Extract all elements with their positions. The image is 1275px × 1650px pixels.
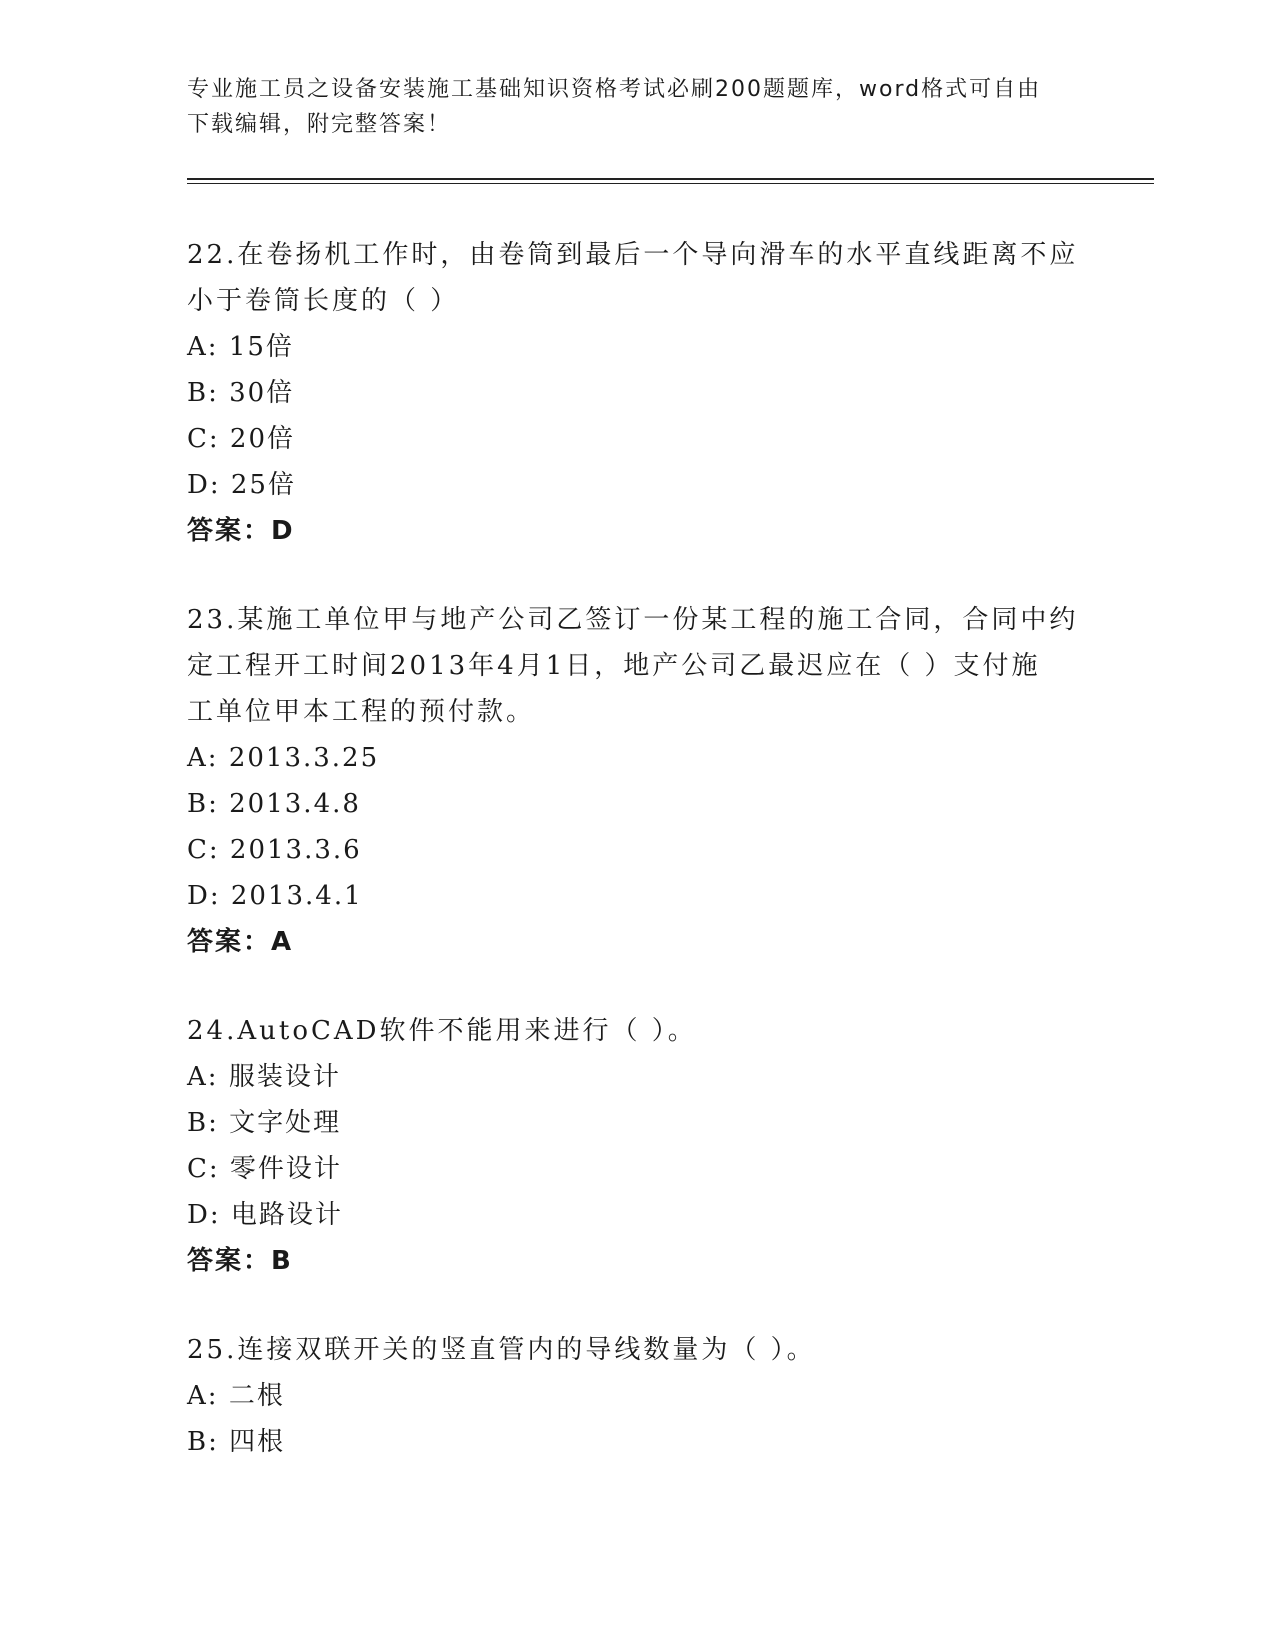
question-23 (187, 597, 1087, 965)
question-list (187, 232, 1087, 1508)
option-letter: A: (187, 332, 219, 362)
option-d (187, 1192, 1087, 1238)
option-letter: C: (187, 424, 220, 454)
document-header (187, 72, 1087, 142)
option-text: 电路设计 (230, 1200, 343, 1230)
option-text: 25倍 (230, 470, 296, 500)
option-letter: B: (187, 378, 219, 408)
header-title-line-1: 专业施工员之设备安装施工基础知识资格考试必刷200题题库，word格式可自由 (187, 77, 1042, 102)
option-text: 四根 (229, 1427, 286, 1457)
option-letter: C: (187, 835, 220, 865)
option-letter: D: (187, 881, 221, 911)
question-stem-line: 22.在卷扬机工作时，由卷筒到最后一个导向滑车的水平直线距离不应 (187, 240, 1079, 270)
answer-line: 答案：A (187, 927, 294, 957)
option-text: 2013.3.25 (228, 743, 380, 773)
option-letter: A: (187, 1381, 219, 1411)
option-a (187, 1054, 1087, 1100)
header-title-line-2: 下载编辑，附完整答案！ (187, 112, 452, 137)
option-text: 15倍 (228, 332, 294, 362)
question-24 (187, 1008, 1087, 1284)
option-text: 20倍 (229, 424, 296, 454)
header-divider-thin (187, 183, 1154, 184)
question-stem-line: 定工程开工时间2013年4月1日，地产公司乙最迟应在（ ）支付施 (187, 651, 1041, 681)
option-b (187, 1100, 1087, 1146)
option-a (187, 324, 1087, 370)
option-a (187, 1373, 1087, 1419)
option-letter: A: (187, 743, 219, 773)
option-letter: C: (187, 1154, 220, 1184)
option-letter: B: (187, 1108, 219, 1138)
option-b (187, 370, 1087, 416)
answer-line: 答案：D (187, 516, 295, 546)
question-stem-line: 25.连接双联开关的竖直管内的导线数量为（ ）。 (187, 1335, 816, 1365)
option-d (187, 873, 1087, 919)
option-letter: D: (187, 1200, 221, 1230)
answer-line: 答案：B (187, 1246, 293, 1276)
option-letter: D: (187, 470, 221, 500)
question-stem-line: 小于卷筒长度的（ ） (187, 286, 460, 316)
option-text: 服装设计 (228, 1062, 341, 1092)
question-stem-line: 24.AutoCAD软件不能用来进行（ ）。 (187, 1016, 697, 1046)
option-d (187, 462, 1087, 508)
option-letter: A: (187, 1062, 219, 1092)
option-c (187, 416, 1087, 462)
question-22 (187, 232, 1087, 554)
question-stem-line: 23.某施工单位甲与地产公司乙签订一份某工程的施工合同，合同中约 (187, 605, 1079, 635)
question-stem-line: 工单位甲本工程的预付款。 (187, 697, 536, 727)
option-c (187, 1146, 1087, 1192)
option-text: 2013.4.1 (230, 881, 363, 911)
option-text: 二根 (228, 1381, 285, 1411)
option-b (187, 781, 1087, 827)
header-divider-thick (187, 178, 1154, 180)
option-text: 文字处理 (229, 1108, 342, 1138)
option-a (187, 735, 1087, 781)
option-text: 2013.4.8 (229, 789, 361, 819)
option-text: 零件设计 (229, 1154, 342, 1184)
option-text: 30倍 (229, 378, 295, 408)
option-letter: B: (187, 1427, 219, 1457)
question-25 (187, 1327, 1087, 1465)
option-letter: B: (187, 789, 219, 819)
option-c (187, 827, 1087, 873)
option-text: 2013.3.6 (229, 835, 362, 865)
option-b (187, 1419, 1087, 1465)
